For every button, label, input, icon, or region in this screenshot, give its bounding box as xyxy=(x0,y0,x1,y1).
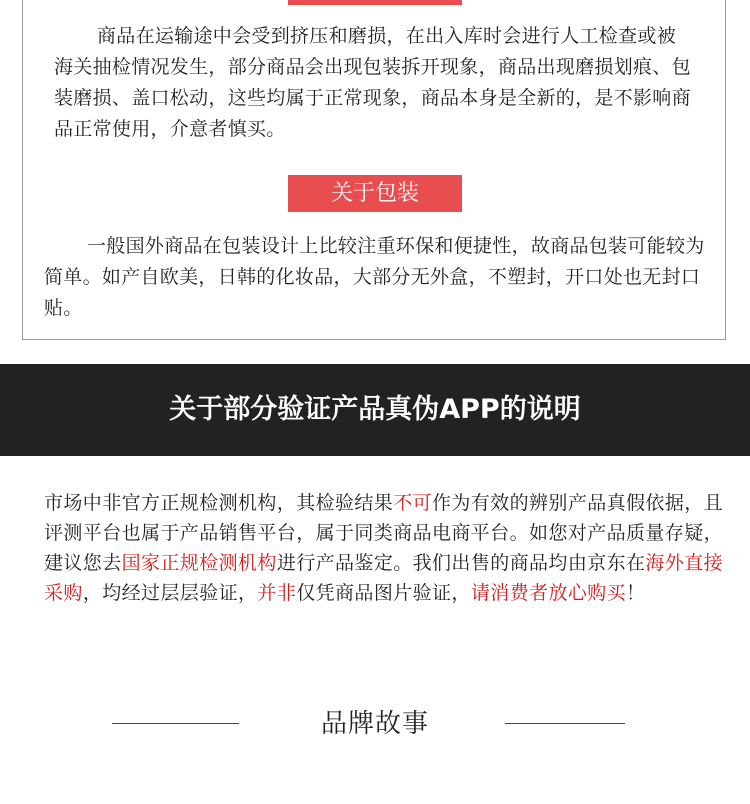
notice-highlight: 国家正规检测机构 xyxy=(121,552,277,574)
notice-text: 市场中非官方正规检测机构，其检验结果 xyxy=(44,492,394,514)
section-tab-top xyxy=(288,0,462,5)
notice-highlight: 并非 xyxy=(257,582,297,604)
divider-left xyxy=(112,723,239,724)
notice-highlight: 海外直接采购 xyxy=(44,552,724,604)
transport-paragraph: 商品在运输途中会受到挤压和磨损，在出入库时会进行人工检查或被海关抽检情况发生，部分商品会出现包装拆开现象，商品出现磨损划痕、包装磨损、盖口松动，这些均属于正常现象，商品本身是全新的，是不影响商品正常使用，介意者慎买。 xyxy=(54,25,691,140)
banner-title: 关于部分验证产品真伪APP的说明 xyxy=(169,394,581,425)
notice-highlight: 不可 xyxy=(393,492,433,514)
verification-notice xyxy=(44,488,724,608)
notice-text: 作为有效的辨别产品真假依据，且评测平台也属于产品销售平台，属于同类商品电商平台。如您对产品质量存疑，建议您去 xyxy=(44,492,724,574)
app-verification-banner xyxy=(0,364,750,456)
packaging-paragraph: 一般国外商品在包装设计上比较注重环保和便捷性，故商品包装可能较为简单。如产自欧美，日韩的化妆品，大部分无外盒，不塑封，开口处也无封口贴。 xyxy=(44,235,705,319)
notice-text: 进行产品鉴定。我们出售的商品均由京东在 xyxy=(276,552,646,574)
notice-text: 仅凭商品图片验证， xyxy=(296,582,471,604)
brand-story-title: 品牌故事 xyxy=(320,709,429,739)
packaging-title: 关于包装 xyxy=(288,175,462,212)
notice-highlight: 请消费者放心购买 xyxy=(470,582,627,604)
notice-text: ，均经过层层验证， xyxy=(82,582,258,604)
divider-right xyxy=(505,723,625,724)
notice-text: ！ xyxy=(626,582,646,604)
